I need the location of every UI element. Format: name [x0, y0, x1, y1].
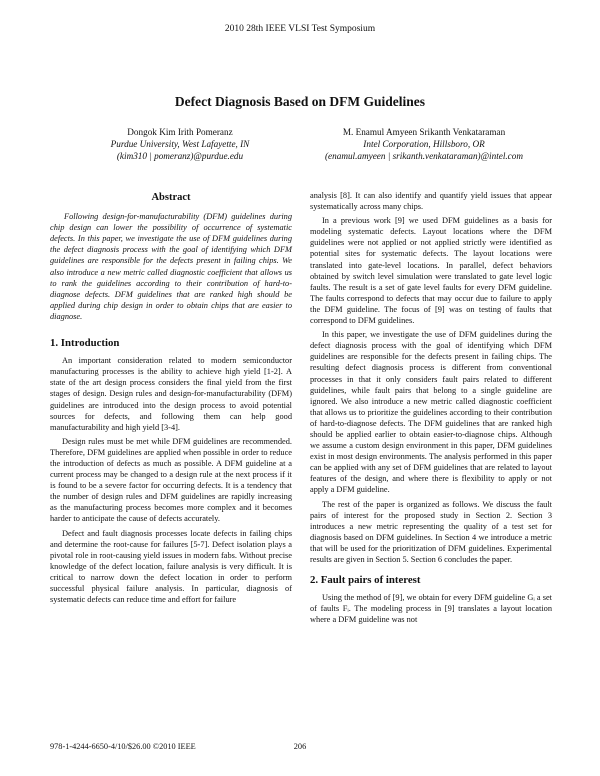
body-paragraph: The rest of the paper is organized as follows. We discuss the fault pairs of interest for the proposed study in Section 2. Section 3 introduces a new metric representing the quality of a test set for diagnosis based on DFM guidelines. In Section 4 we introduce a metric that will be used for the prioritization of DFM guidelines. Experimental results are given in Section 5. Section 6 concludes the paper. [310, 499, 552, 564]
body-paragraph: In a previous work [9] we used DFM guidelines as a basis for modeling systematic defects. Layout locations where the DFM guidelines were not applied or not applied strictly were identified as potential sites for systematic defects. The layout locations were translated into gate-level locations. In parallel, defect behaviors obtained by switch level simulation were translated to gate level logic faults. The result is a set of gate level faults for every DFM guideline. The faults correspond to defects that may occur due to failure to apply the DFM guideline. The focus of [9] was on testing of faults that correspond to DFM guidelines. [310, 216, 552, 326]
section-1-heading: 1. Introduction [50, 337, 120, 350]
copyright-footer: 978-1-4244-6650-4/10/$26.00 ©2010 IEEE [50, 742, 196, 751]
right-column [310, 190, 552, 628]
abstract-text: Following design-for-manufacturability (DFM) guidelines during chip design can lower the possibility of occurrence of systematic defects. In this paper, we investigate the use of DFM guidelines during the defect diagnosis process with the goal of identifying which DFM guidelines are responsible for the defects present in failing chips. We also introduce a new metric called diagnostic coefficient that allows us to rank the guidelines according to their contribution of hard-to-diagnose defects. DFM guidelines that are ranked high should be applied during chip design in order to obtain chips that are easier to diagnose. [50, 212, 292, 321]
author-names: M. Enamul Amyeen Srikanth Venkataraman [342, 127, 506, 137]
author-email: (enamul.amyeen | srikanth.venkataraman)@intel.com [325, 151, 523, 161]
author-affiliation: Purdue University, West Lafayette, IN [110, 139, 250, 149]
body-paragraph: In this paper, we investigate the use of DFM guidelines during the defect diagnosis process with the goal of identifying which DFM guidelines are responsible for the defects present in failing chips. The resulting defect diagnosis process is different from conventional processes in that it only considers fault pairs related to different guidelines, while fault pairs that belong to a single guideline are ignored. We also introduce a new metric called diagnostic coefficient that allows us to prioritize the guidelines according to their contribution of hard-to-diagnose defects. The DFM guidelines that are ranked high should be applied earlier to obtain easier-to-diagnose chips. Although we assume a custom design environment in this paper, DFM guidelines exist in most design environments. The analysis performed in this paper can be applied with any set of DFM guidelines that are related to layout features of the design, and where there is flexibility to apply or not apply a DFM guideline. [310, 330, 552, 495]
continuation-paragraph: analysis [8]. It can also identify and quantify yield issues that appear systematically across many chips. [310, 191, 552, 212]
intro-paragraph: An important consideration related to modern semiconductor manufacturing processes is the ability to achieve high yield [1-2]. A state of the art design process considers the final yield from the first stages of design. Design rules and design-for-manufacturability (DFM) guidelines are introduced into the design process to avoid potential sources for defects, and following them can help good manufacturability and high yield [3-4]. [50, 356, 292, 432]
left-column [50, 192, 292, 608]
author-names: Dongok Kim Irith Pomeranz [127, 127, 233, 137]
abstract-heading: Abstract [151, 192, 191, 203]
paper-title: Defect Diagnosis Based on DFM Guidelines [174, 94, 426, 109]
section-2-paragraph: Using the method of [9], we obtain for every DFM guideline Gᵢ a set of faults Fᵢ. The modeling process in [9] translates a layout location where a DFM guideline was not [310, 593, 552, 625]
author-block-intel [304, 126, 544, 162]
intro-paragraph: Defect and fault diagnosis processes locate defects in failing chips and determine the root-cause for failures [5-7]. Defect isolation plays a pivotal role in root-causing yield issues in modern fabs. Without precise knowledge of the defect location, failure analysis is very difficult. It is critical to narrow down the defect location in order to perform successful physical failure analysis. In particular, diagnosis of systematic defects can reduce time and effort for failure [50, 528, 292, 605]
intro-paragraph: Design rules must be met while DFM guidelines are recommended. Therefore, DFM guidelines are applied when possible in order to reduce the introduction of defects as much as possible. A DFM guideline at a current process may be changed to a design rule at the next process if it is found to be a severe factor for occurring defects. It is a tendency that the number of design rules and DFM guidelines are rapidly increasing as the manufacturing process becomes more complex and it becomes harder to anticipate the cause of defects accurately. [50, 436, 292, 524]
page-number: 206 [293, 742, 307, 751]
author-email: (kim310 | pomeranz)@purdue.edu [116, 151, 244, 161]
author-block-purdue [60, 126, 300, 162]
conference-header: 2010 28th IEEE VLSI Test Symposium [224, 24, 376, 34]
author-affiliation: Intel Corporation, Hillsboro, OR [363, 139, 485, 149]
section-2-heading: 2. Fault pairs of interest [310, 574, 421, 587]
